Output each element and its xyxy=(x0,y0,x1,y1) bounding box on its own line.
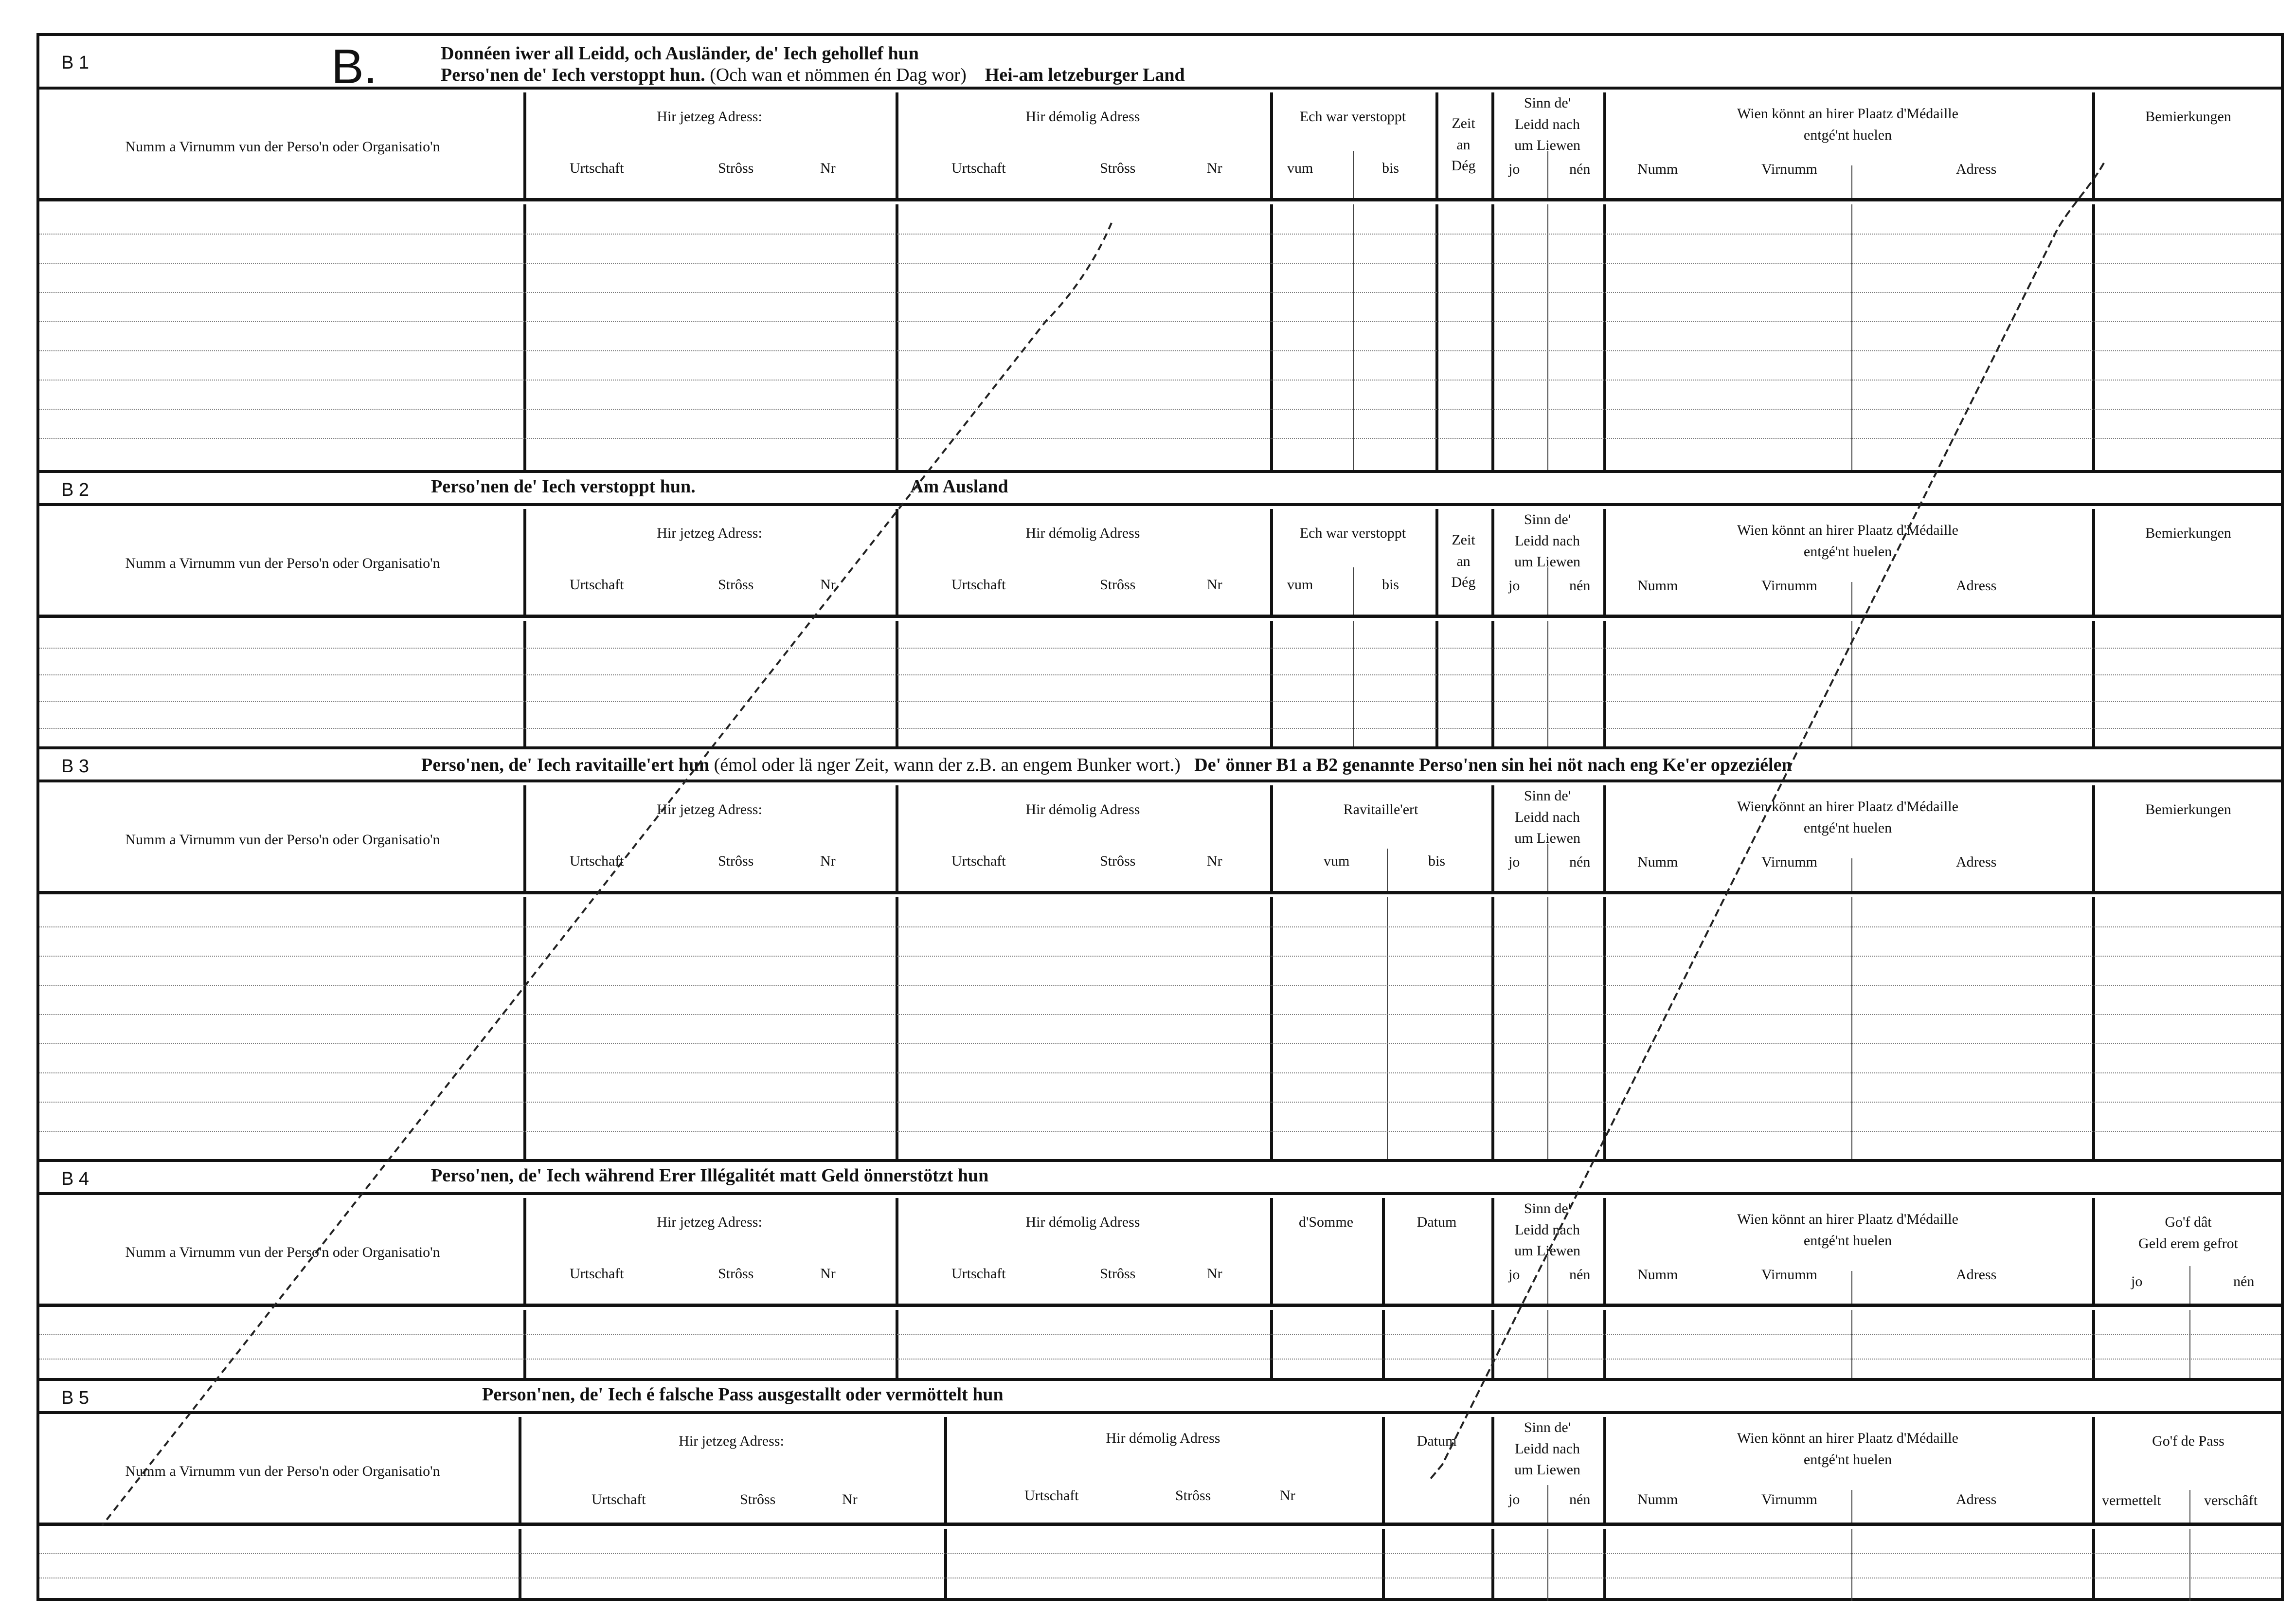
header-urtschaft: Urtschaft xyxy=(951,160,1006,176)
header-nr: Nr xyxy=(820,160,836,176)
header-urtschaft: Urtschaft xyxy=(570,160,624,176)
header-medal: Wien könnt an hirer Plaatz d'Médaille entgé'nt huelen xyxy=(1737,522,1958,560)
header-numm: Numm xyxy=(1637,854,1678,870)
header-urtschaft: Urtschaft xyxy=(570,853,624,869)
header-adress: Adress xyxy=(1956,1267,1997,1283)
section-b2-title-bar xyxy=(39,473,2281,506)
header-hidden: Ech war verstoppt xyxy=(1299,109,1406,125)
header-current-address: Hir jetzeg Adress: xyxy=(657,525,762,541)
header-sinn: Sinn de' Leidd nach um Liewen xyxy=(1514,1419,1580,1478)
header-virnumm: Virnumm xyxy=(1761,161,1817,177)
header-jo: jo xyxy=(1508,854,1520,870)
header-stross: Strôss xyxy=(740,1491,776,1507)
table-header xyxy=(39,92,2281,201)
header-bis: bis xyxy=(1382,577,1399,593)
header-stross: Strôss xyxy=(1175,1487,1211,1504)
header-zeit-an-deg: Zeit an Dég xyxy=(1451,115,1476,174)
header-somme: d'Somme xyxy=(1298,1214,1354,1230)
header-name: Numm a Virnumm vun der Perso'n oder Organisatio'n xyxy=(125,139,440,155)
header-jo: jo xyxy=(1508,1491,1520,1507)
section-title: Perso'nen, de' Iech während Erer Illégalitét matt Geld önnerstötzt hun xyxy=(431,1165,989,1186)
header-verschaft: verschâft xyxy=(2204,1492,2258,1508)
data-rows xyxy=(39,621,2281,749)
header-nen: nén xyxy=(1569,1491,1591,1507)
header-nen: nén xyxy=(1569,161,1591,177)
header-name: Numm a Virnumm vun der Perso'n oder Organisatio'n xyxy=(125,1463,440,1479)
header-vum: vum xyxy=(1287,160,1313,176)
header-nr: Nr xyxy=(1207,577,1222,593)
header-stross: Strôss xyxy=(718,853,754,869)
header-hidden: Ech war verstoppt xyxy=(1299,525,1406,541)
section-code: B 3 xyxy=(61,756,90,777)
header-jo: jo xyxy=(1508,1267,1520,1283)
section-b2 xyxy=(39,470,2281,746)
header-pass: Go'f de Pass xyxy=(2152,1433,2224,1449)
section-code: B 5 xyxy=(61,1388,90,1408)
data-rows xyxy=(39,204,2281,470)
header-jo: jo xyxy=(2131,1273,2143,1289)
section-title: Donnéen iwer all Leidd, och Ausländer, de' Iech gehollef hun xyxy=(441,43,919,64)
section-b5-title-bar xyxy=(39,1381,2281,1414)
header-stross: Strôss xyxy=(718,1266,754,1282)
section-b1-title-bar xyxy=(39,36,2281,94)
header-current-address: Hir jetzeg Adress: xyxy=(657,801,762,817)
header-nr: Nr xyxy=(1280,1487,1295,1504)
header-name: Numm a Virnumm vun der Perso'n oder Organisatio'n xyxy=(125,832,440,848)
header-sinn: Sinn de' Leidd nach um Liewen xyxy=(1514,95,1580,153)
header-nr: Nr xyxy=(820,1266,836,1282)
form-letter: B. xyxy=(331,39,377,94)
section-title: Perso'nen, de' Iech ravitaille'ert hun (émol oder lä nger Zeit, wann der z.B. an engem Bunker wort.) De' önner B1 a B2 genannte Perso'nen sin hei nöt nach eng Ke'er opzeziélen xyxy=(421,755,1792,775)
header-zeit-an-deg: Zeit an Dég xyxy=(1451,532,1476,590)
header-adress: Adress xyxy=(1956,161,1997,177)
section-b1 xyxy=(39,36,2281,470)
header-urtschaft: Urtschaft xyxy=(570,1266,624,1282)
data-rows xyxy=(39,897,2281,1162)
header-vermettelt: vermettelt xyxy=(2102,1492,2161,1508)
section-b5 xyxy=(39,1378,2281,1598)
header-numm: Numm xyxy=(1637,578,1678,594)
header-ravitaille: Ravitaille'ert xyxy=(1343,801,1418,817)
header-nen: nén xyxy=(1569,854,1591,870)
table-header xyxy=(39,785,2281,894)
header-virnumm: Virnumm xyxy=(1761,1491,1817,1507)
registration-form xyxy=(36,33,2284,1601)
header-medal: Wien könnt an hirer Plaatz d'Médaille entgé'nt huelen xyxy=(1737,1211,1958,1249)
section-code: B 2 xyxy=(61,480,90,500)
header-adress: Adress xyxy=(1956,578,1997,594)
table-header xyxy=(39,1417,2281,1526)
header-numm: Numm xyxy=(1637,161,1678,177)
section-b4 xyxy=(39,1159,2281,1378)
header-remarks: Bemierkungen xyxy=(2145,109,2231,125)
section-title: Person'nen, de' Iech é falsche Pass ausgestallt oder vermöttelt hun xyxy=(482,1384,1004,1405)
section-b3-title-bar xyxy=(39,749,2281,782)
section-code: B 4 xyxy=(61,1169,90,1189)
header-stross: Strôss xyxy=(718,577,754,593)
header-jo: jo xyxy=(1508,161,1520,177)
header-former-address: Hir démolig Adress xyxy=(1025,1214,1140,1230)
header-stross: Strôss xyxy=(1100,853,1136,869)
header-former-address: Hir démolig Adress xyxy=(1025,525,1140,541)
header-nen: nén xyxy=(1569,578,1591,594)
header-former-address: Hir démolig Adress xyxy=(1025,801,1140,817)
header-nr: Nr xyxy=(1207,160,1222,176)
header-stross: Strôss xyxy=(1100,577,1136,593)
header-virnumm: Virnumm xyxy=(1761,578,1817,594)
section-b4-title-bar xyxy=(39,1162,2281,1195)
header-vum: vum xyxy=(1287,577,1313,593)
header-nen: nén xyxy=(2233,1273,2255,1289)
header-urtschaft: Urtschaft xyxy=(1024,1487,1079,1504)
header-stross: Strôss xyxy=(1100,160,1136,176)
header-adress: Adress xyxy=(1956,854,1997,870)
header-stross: Strôss xyxy=(1100,1266,1136,1282)
header-current-address: Hir jetzeg Adress: xyxy=(657,1214,762,1230)
header-former-address: Hir démolig Adress xyxy=(1025,109,1140,125)
section-code: B 1 xyxy=(61,53,90,73)
header-remarks: Bemierkungen xyxy=(2145,525,2231,541)
header-current-address: Hir jetzeg Adress: xyxy=(657,109,762,125)
header-bis: bis xyxy=(1382,160,1399,176)
header-bis: bis xyxy=(1428,853,1446,869)
header-stross: Strôss xyxy=(718,160,754,176)
table-header xyxy=(39,509,2281,618)
header-name: Numm a Virnumm vun der Perso'n oder Organisatio'n xyxy=(125,555,440,571)
header-former-address: Hir démolig Adress xyxy=(1106,1430,1220,1446)
section-title: Perso'nen de' Iech verstoppt hun. xyxy=(431,476,696,497)
header-nr: Nr xyxy=(1207,853,1222,869)
header-numm: Numm xyxy=(1637,1491,1678,1507)
header-medal: Wien könnt an hirer Plaatz d'Médaille entgé'nt huelen xyxy=(1737,798,1958,836)
header-vum: vum xyxy=(1324,853,1350,869)
header-virnumm: Virnumm xyxy=(1761,854,1817,870)
header-datum: Datum xyxy=(1417,1433,1457,1449)
header-nr: Nr xyxy=(820,853,836,869)
table-header xyxy=(39,1198,2281,1307)
header-nen: nén xyxy=(1569,1267,1591,1283)
header-nr: Nr xyxy=(842,1491,858,1507)
header-urtschaft: Urtschaft xyxy=(951,577,1006,593)
data-rows xyxy=(39,1310,2281,1381)
header-current-address: Hir jetzeg Adress: xyxy=(679,1433,784,1449)
header-adress: Adress xyxy=(1956,1491,1997,1507)
header-geld: Go'f dât Geld erem gefrot xyxy=(2138,1214,2238,1251)
data-rows xyxy=(39,1529,2281,1601)
section-subtitle: Perso'nen de' Iech verstoppt hun. (Och wan et nömmen én Dag wor) Hei-am letzeburger Land xyxy=(441,65,1185,85)
header-urtschaft: Urtschaft xyxy=(570,577,624,593)
section-b3 xyxy=(39,746,2281,1159)
header-name: Numm a Virnumm vun der Perso'n oder Organisatio'n xyxy=(125,1244,440,1260)
header-nr: Nr xyxy=(1207,1266,1222,1282)
header-medal: Wien könnt an hirer Plaatz d'Médaille entgé'nt huelen xyxy=(1737,1430,1958,1468)
header-sinn: Sinn de' Leidd nach um Liewen xyxy=(1514,788,1580,846)
header-datum: Datum xyxy=(1417,1214,1457,1230)
header-medal: Wien könnt an hirer Plaatz d'Médaille entgé'nt huelen xyxy=(1737,106,1958,143)
header-virnumm: Virnumm xyxy=(1761,1267,1817,1283)
header-urtschaft: Urtschaft xyxy=(951,853,1006,869)
header-remarks: Bemierkungen xyxy=(2145,801,2231,817)
header-urtschaft: Urtschaft xyxy=(951,1266,1006,1282)
header-jo: jo xyxy=(1508,578,1520,594)
header-nr: Nr xyxy=(820,577,836,593)
header-numm: Numm xyxy=(1637,1267,1678,1283)
header-sinn: Sinn de' Leidd nach um Liewen xyxy=(1514,511,1580,570)
section-subtitle: Am Ausland xyxy=(910,476,1008,497)
header-urtschaft: Urtschaft xyxy=(592,1491,646,1507)
header-sinn: Sinn de' Leidd nach um Liewen xyxy=(1514,1200,1580,1259)
